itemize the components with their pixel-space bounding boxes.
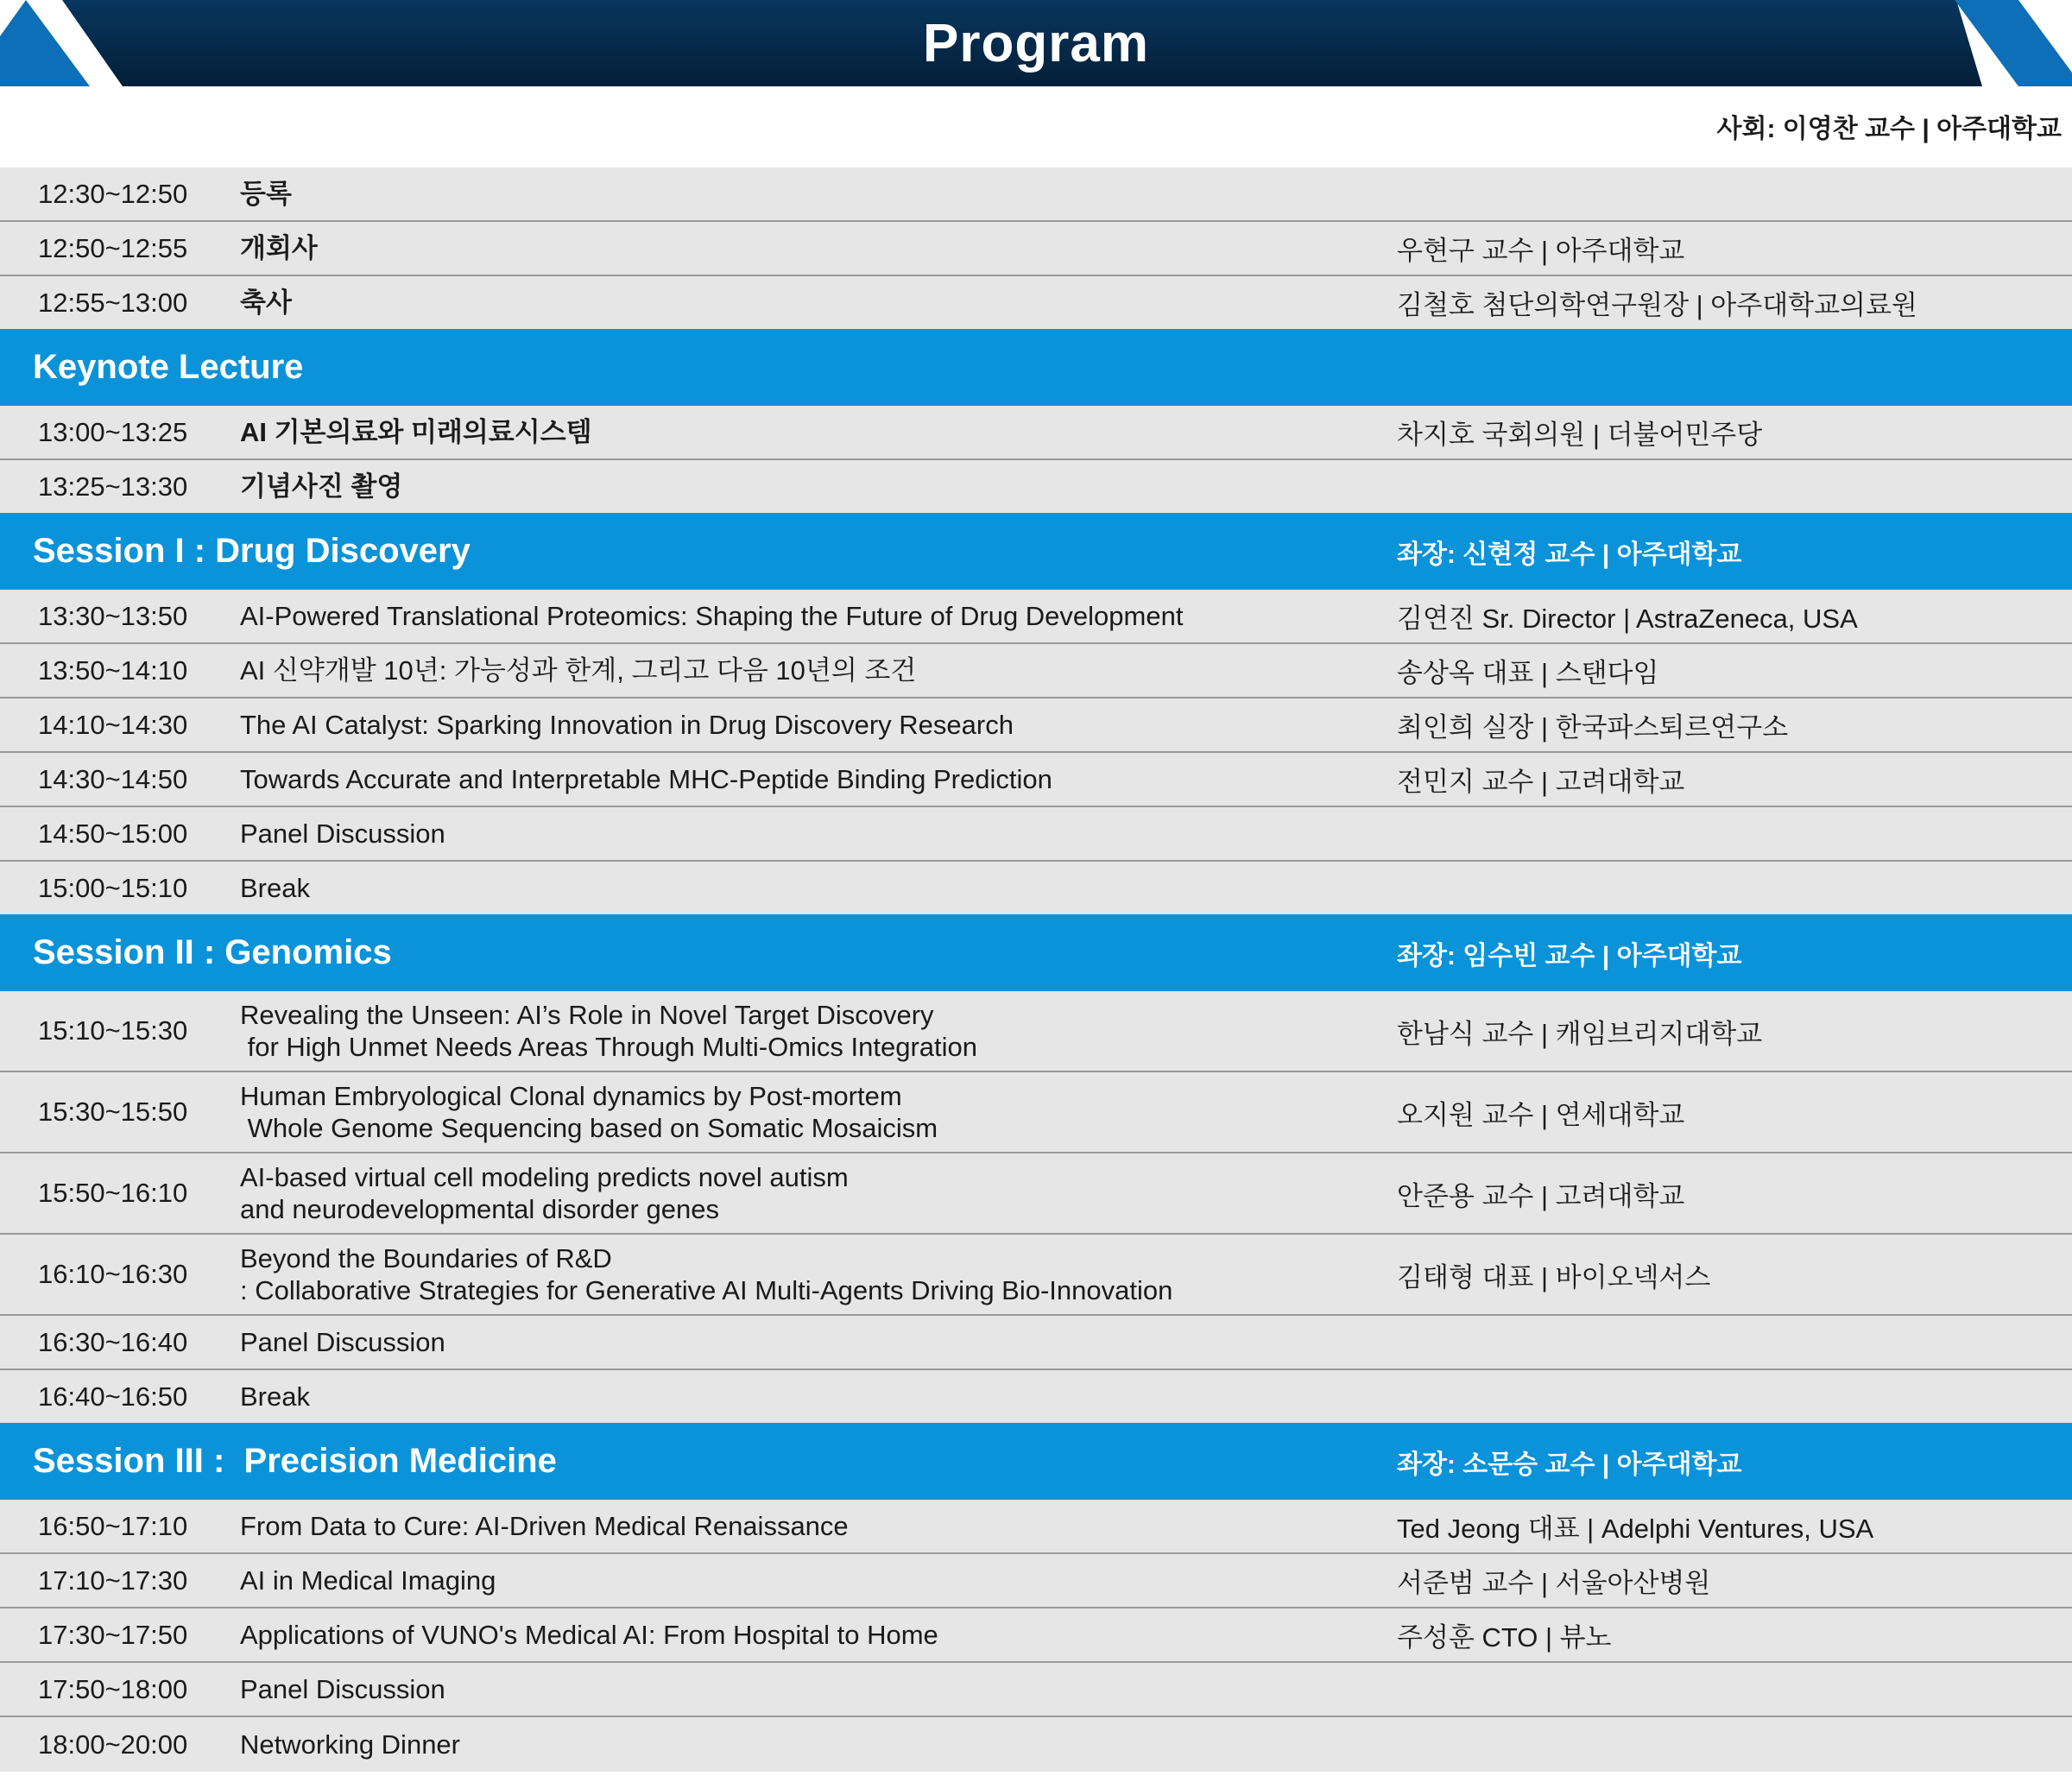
row-speaker: 차지호 국회의원 | 더불어민주당 xyxy=(1397,420,1763,450)
row-time: 17:30~17:50 xyxy=(38,1619,188,1650)
row-title: Panel Discussion xyxy=(240,1327,445,1357)
row-title: Towards Accurate and Interpretable MHC-Peptide Binding Prediction xyxy=(240,764,1052,794)
row-title: Panel Discussion xyxy=(240,818,445,849)
row-title: 기념사진 촬영 xyxy=(240,471,403,502)
row-time: 16:10~16:30 xyxy=(38,1259,188,1289)
table-row xyxy=(0,753,2072,807)
table-row xyxy=(0,807,2072,862)
table-row xyxy=(0,1717,2072,1772)
row-title: AI 신약개발 10년: 가능성과 한계, 그리고 다음 10년의 조건 xyxy=(240,655,917,686)
table-row xyxy=(0,1370,2072,1423)
section-title: Session II : Genomics xyxy=(33,933,392,971)
row-time: 13:00~13:25 xyxy=(38,416,188,447)
table-row xyxy=(0,406,2072,460)
table-row xyxy=(0,991,2072,1072)
row-speaker: 우현구 교수 | 아주대학교 xyxy=(1397,236,1685,266)
row-title: Break xyxy=(240,873,310,903)
table-row xyxy=(0,1663,2072,1717)
row-time: 12:55~13:00 xyxy=(38,287,188,318)
row-title-line-1: AI-based virtual cell modeling predicts novel autism xyxy=(240,1162,849,1192)
row-title-line-2: Whole Genome Sequencing based on Somatic Mosaicism xyxy=(240,1113,938,1143)
row-title: AI 기본의료와 미래의료시스템 xyxy=(240,417,592,447)
row-time: 17:50~18:00 xyxy=(38,1673,188,1704)
row-title: Applications of VUNO's Medical AI: From Hospital to Home xyxy=(240,1620,938,1650)
row-speaker: 주성훈 CTO | 뷰노 xyxy=(1397,1622,1612,1653)
table-row xyxy=(0,590,2072,644)
row-title-line-1: Human Embryological Clonal dynamics by Post-mortem xyxy=(240,1081,902,1111)
row-title-line-1: Revealing the Unseen: AI’s Role in Novel Target Discovery xyxy=(240,1000,934,1030)
page-title: Program xyxy=(923,13,1149,73)
row-speaker: 김연진 Sr. Director | AstraZeneca, USA xyxy=(1397,604,1858,634)
row-speaker: 서준범 교수 | 서울아산병원 xyxy=(1397,1568,1711,1598)
row-title: The AI Catalyst: Sparking Innovation in Drug Discovery Research xyxy=(240,710,1014,740)
table-row xyxy=(0,1500,2072,1554)
table-row xyxy=(0,1153,2072,1235)
moderator-label: 사회: 이영찬 교수 | 아주대학교 xyxy=(1716,115,2062,143)
table-row xyxy=(0,1072,2072,1153)
row-time: 15:10~15:30 xyxy=(38,1015,188,1046)
table-row xyxy=(0,1609,2072,1663)
table-row xyxy=(0,167,2072,222)
row-speaker: 전민지 교수 | 고려대학교 xyxy=(1397,767,1685,797)
row-time: 13:25~13:30 xyxy=(38,471,188,502)
header-banner xyxy=(0,0,2072,86)
row-time: 12:50~12:55 xyxy=(38,232,188,263)
row-title: Networking Dinner xyxy=(240,1729,460,1760)
row-time: 15:30~15:50 xyxy=(38,1097,188,1127)
row-speaker: 송상옥 대표 | 스탠다임 xyxy=(1397,658,1659,688)
schedule-table xyxy=(0,167,2072,1772)
row-title: AI-Powered Translational Proteomics: Shaping the Future of Drug Development xyxy=(240,601,1184,631)
row-title: AI in Medical Imaging xyxy=(240,1565,496,1596)
row-speaker: 김태형 대표 | 바이오넥서스 xyxy=(1397,1261,1711,1292)
table-row xyxy=(0,222,2072,276)
row-title: 등록 xyxy=(240,179,292,209)
row-speaker: 안준용 교수 | 고려대학교 xyxy=(1397,1180,1685,1211)
table-row xyxy=(0,1554,2072,1609)
row-time: 18:00~20:00 xyxy=(38,1729,188,1760)
section-chair: 좌장: 소문승 교수 | 아주대학교 xyxy=(1397,1450,1742,1479)
row-title xyxy=(209,1242,1362,1306)
row-time: 14:50~15:00 xyxy=(38,818,188,849)
row-speaker: Ted Jeong 대표 | Adelphi Ventures, USA xyxy=(1397,1514,1874,1544)
section-title: Session III : Precision Medicine xyxy=(33,1442,557,1480)
table-row xyxy=(0,862,2072,914)
row-speaker: 한남식 교수 | 캐임브리지대학교 xyxy=(1397,1018,1763,1049)
row-title-line-2: and neurodevelopmental disorder genes xyxy=(240,1194,719,1224)
row-title: From Data to Cure: AI-Driven Medical Renaissance xyxy=(240,1511,849,1541)
row-time: 13:50~14:10 xyxy=(38,654,188,686)
section-title: Keynote Lecture xyxy=(33,348,304,386)
row-title: 개회사 xyxy=(240,233,318,263)
table-row xyxy=(0,1316,2072,1370)
table-row xyxy=(0,1235,2072,1316)
row-title-line-2: : Collaborative Strategies for Generative AI Multi-Agents Driving Bio-Innovation xyxy=(240,1275,1173,1305)
row-title: Break xyxy=(240,1381,310,1412)
row-time: 15:00~15:10 xyxy=(38,872,188,903)
table-row xyxy=(0,698,2072,753)
row-title: 축사 xyxy=(240,288,292,318)
row-speaker: 최인희 실장 | 한국파스퇴르연구소 xyxy=(1397,712,1789,743)
section-chair: 좌장: 신현정 교수 | 아주대학교 xyxy=(1397,540,1742,569)
row-title xyxy=(209,999,1362,1063)
section-chair: 좌장: 임수빈 교수 | 아주대학교 xyxy=(1397,941,1742,970)
row-title: Panel Discussion xyxy=(240,1674,445,1704)
section-title: Session I : Drug Discovery xyxy=(33,532,471,570)
row-time: 13:30~13:50 xyxy=(38,600,188,631)
table-row xyxy=(0,276,2072,329)
row-time: 14:10~14:30 xyxy=(38,709,188,740)
row-title-line-2: for High Unmet Needs Areas Through Multi-Omics Integration xyxy=(240,1032,978,1062)
row-time: 14:30~14:50 xyxy=(38,763,188,794)
row-time: 16:30~16:40 xyxy=(38,1326,188,1357)
section-header-keynote xyxy=(0,329,2072,406)
table-row xyxy=(0,460,2072,513)
row-speaker: 오지원 교수 | 연세대학교 xyxy=(1397,1099,1685,1130)
section-header-session-1 xyxy=(0,513,2072,590)
row-title xyxy=(209,1080,1362,1144)
section-header-session-2 xyxy=(0,914,2072,991)
row-time: 16:50~17:10 xyxy=(38,1510,188,1541)
row-time: 16:40~16:50 xyxy=(38,1381,188,1412)
row-speaker: 김철호 첨단의학연구원장 | 아주대학교의료원 xyxy=(1397,290,1917,320)
row-time: 12:30~12:50 xyxy=(38,178,188,209)
section-header-session-3 xyxy=(0,1423,2072,1500)
row-title xyxy=(209,1161,1362,1225)
row-time: 15:50~16:10 xyxy=(38,1178,188,1208)
table-row xyxy=(0,644,2072,698)
row-title-line-1: Beyond the Boundaries of R&D xyxy=(240,1243,612,1274)
row-time: 17:10~17:30 xyxy=(38,1564,188,1596)
